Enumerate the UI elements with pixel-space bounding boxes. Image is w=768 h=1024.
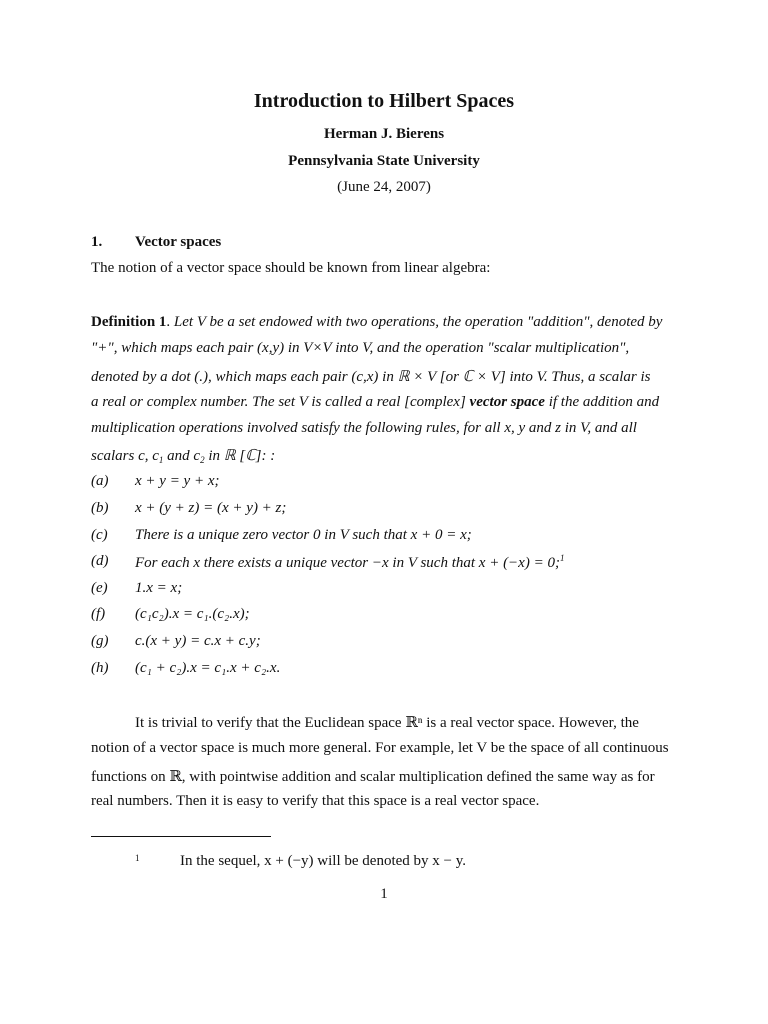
definition-line-6	[91, 446, 275, 465]
paragraph-line: functions on ℝ, with pointwise addition and scalar multiplication defined the same way as for	[91, 769, 655, 785]
footnote-text: In the sequel, x + (−y) will be denoted by x − y.	[180, 853, 467, 869]
definition-line-3: denoted by a dot (.), which maps each pair (c,x) in ℝ × V [or ℂ × V] into V. Thus, a scalar is	[91, 369, 651, 385]
definition-text: and c	[163, 448, 201, 464]
affiliation: Pennsylvania State University	[288, 153, 480, 169]
paragraph-line: notion of a vector space is much more general. For example, let V be the space of all continuous	[91, 740, 669, 756]
definition-text: Let V be a set endowed with two operations, the operation "addition", denoted by	[173, 314, 663, 330]
rule-text: There is a unique zero vector 0 in V such that x + 0 = x;	[135, 527, 472, 543]
footnote-divider	[91, 836, 271, 837]
definition-label: Definition 1	[91, 314, 167, 330]
rule-label: (f)	[91, 606, 106, 622]
rule-text: x + (y + z) = (x + y) + z;	[135, 500, 287, 516]
definition-text: if the addition and	[544, 394, 660, 410]
paragraph-line: It is trivial to verify that the Euclidean space ℝⁿ is a real vector space. However, the	[135, 715, 639, 731]
subscript: 2	[200, 455, 205, 465]
rule-text: (c₁c₂).x = c₁.(c₂.x);	[135, 606, 250, 622]
date: (June 24, 2007)	[337, 179, 431, 195]
rule-text: For each x there exists a unique vector −x in V such that x + (−x) = 0;	[135, 555, 560, 571]
rule-text: (c₁ + c₂).x = c₁.x + c₂.x.	[135, 660, 281, 676]
rule-label: (a)	[91, 473, 109, 489]
section-title: Vector spaces	[135, 234, 222, 250]
rule-label: (d)	[91, 553, 109, 569]
term-vector-space: vector space	[469, 394, 545, 410]
rule-label: (g)	[91, 633, 109, 649]
definition-text: a real or complex number. The set V is called a real [complex]	[91, 394, 470, 410]
definition-line-2: "+", which maps each pair (x,y) in V×V into V, and the operation "scalar multiplication",	[91, 340, 630, 356]
definition-line-5: multiplication operations involved satisfy the following rules, for all x, y and z in V, and all	[91, 420, 637, 436]
subscript: 1	[158, 455, 164, 465]
intro-text: The notion of a vector space should be known from linear algebra:	[91, 260, 491, 276]
rule-text: 1.x = x;	[135, 580, 183, 596]
author-name: Herman J. Bierens	[323, 126, 445, 142]
definition-text: in ℝ [ℂ]: :	[204, 448, 276, 464]
definition-line-1: Definition 1. Let V be a set endowed with two operations, the operation "addition", denoted by	[91, 314, 663, 330]
footnote-ref: 1	[559, 553, 565, 563]
definition-text: scalars c, c	[91, 448, 159, 464]
rule-label: (c)	[91, 527, 108, 543]
footnote-number: 1	[135, 853, 140, 863]
paragraph-line: real numbers. Then it is easy to verify that this space is a real vector space.	[91, 793, 540, 809]
section-number: 1.	[91, 234, 103, 250]
definition-line-4	[91, 394, 659, 411]
rule-label: (e)	[91, 580, 108, 596]
rule-item	[135, 553, 564, 572]
page-number: 1	[380, 886, 388, 902]
rule-label: (b)	[91, 500, 109, 516]
rule-text: c.(x + y) = c.x + c.y;	[135, 633, 261, 649]
paper-title: Introduction to Hilbert Spaces	[253, 90, 515, 112]
rule-label: (h)	[91, 660, 109, 676]
rule-text: x + y = y + x;	[135, 473, 220, 489]
